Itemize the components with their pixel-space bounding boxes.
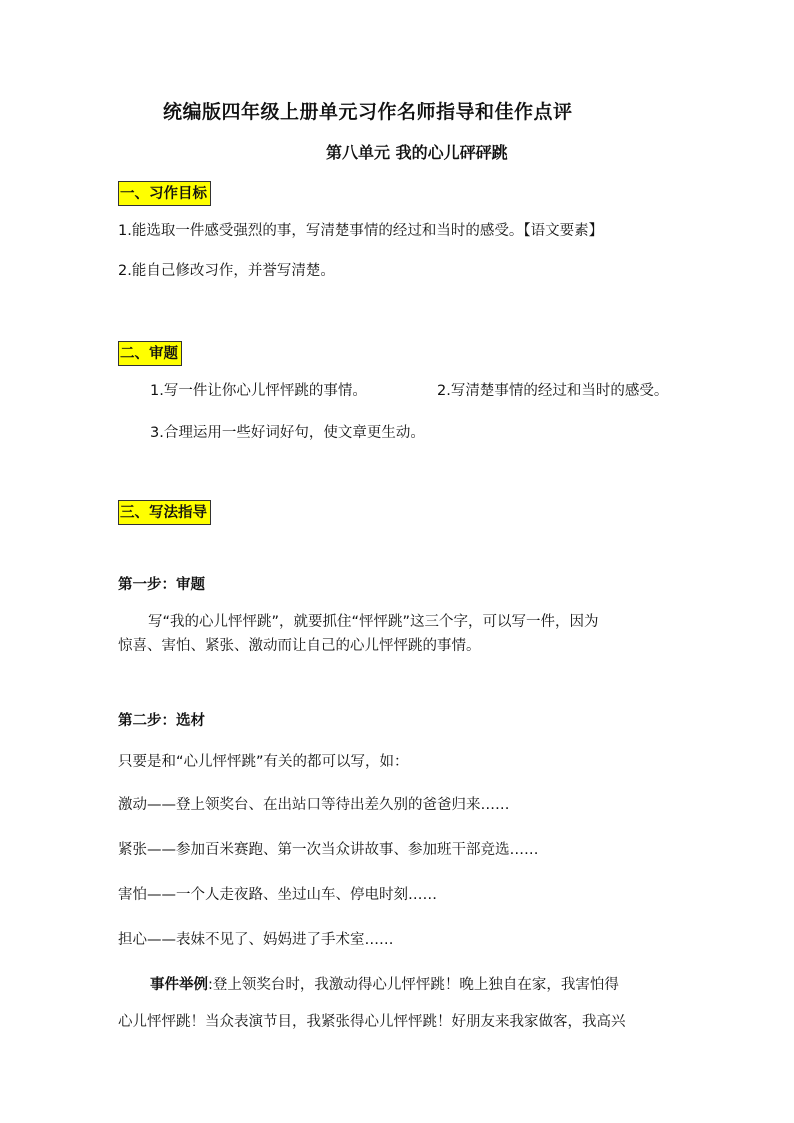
review-item: 1.写一件让你心儿怦怦跳的事情。 bbox=[150, 383, 367, 399]
section-heading-goals: 一、习作目标 bbox=[118, 181, 211, 206]
example-item: 害怕——一个人走夜路、坐过山车、停电时刻…… bbox=[118, 887, 437, 903]
review-item: 3.合理运用一些好词好句，使文章更生动。 bbox=[150, 425, 425, 441]
step2-label: 第二步：选材 bbox=[118, 713, 205, 729]
step1-label: 第一步：审题 bbox=[118, 577, 205, 593]
event-example-label: 事件举例 bbox=[150, 977, 208, 993]
step2-intro: 只要是和“心儿怦怦跳”有关的都可以写，如： bbox=[118, 754, 409, 770]
example-item: 紧张——参加百米赛跑、第一次当众讲故事、参加班干部竞选…… bbox=[118, 842, 539, 858]
event-example-line bbox=[150, 975, 619, 995]
document-title: 统编版四年级上册单元习作名师指导和佳作点评 bbox=[163, 101, 573, 123]
step1-paragraph-line: 惊喜、害怕、紧张、激动而让自己的心儿怦怦跳的事情。 bbox=[118, 638, 481, 654]
goal-item: 2.能自己修改习作，并誉写清楚。 bbox=[118, 263, 335, 279]
review-item: 2.写清楚事情的经过和当时的感受。 bbox=[437, 383, 669, 399]
document-subtitle: 第八单元 我的心儿砰砰跳 bbox=[326, 143, 508, 162]
event-example-text: :登上领奖台时，我激动得心儿怦怦跳！晚上独自在家，我害怕得 bbox=[208, 977, 619, 993]
example-item: 担心——表妹不见了、妈妈进了手术室…… bbox=[118, 932, 394, 948]
goal-item: 1.能选取一件感受强烈的事，写清楚事情的经过和当时的感受。【语文要素】 bbox=[118, 223, 604, 239]
step1-paragraph-line: 写“我的心儿怦怦跳”，就要抓住“怦怦跳”这三个字，可以写一件，因为 bbox=[148, 614, 599, 630]
section-heading-guide: 三、写法指导 bbox=[118, 500, 211, 525]
section-heading-review: 二、审题 bbox=[118, 341, 182, 366]
example-item: 激动——登上领奖台、在出站口等待出差久别的爸爸归来…… bbox=[118, 797, 510, 813]
event-example-line: 心儿怦怦跳！当众表演节目，我紧张得心儿怦怦跳！好朋友来我家做客，我高兴 bbox=[118, 1014, 626, 1030]
